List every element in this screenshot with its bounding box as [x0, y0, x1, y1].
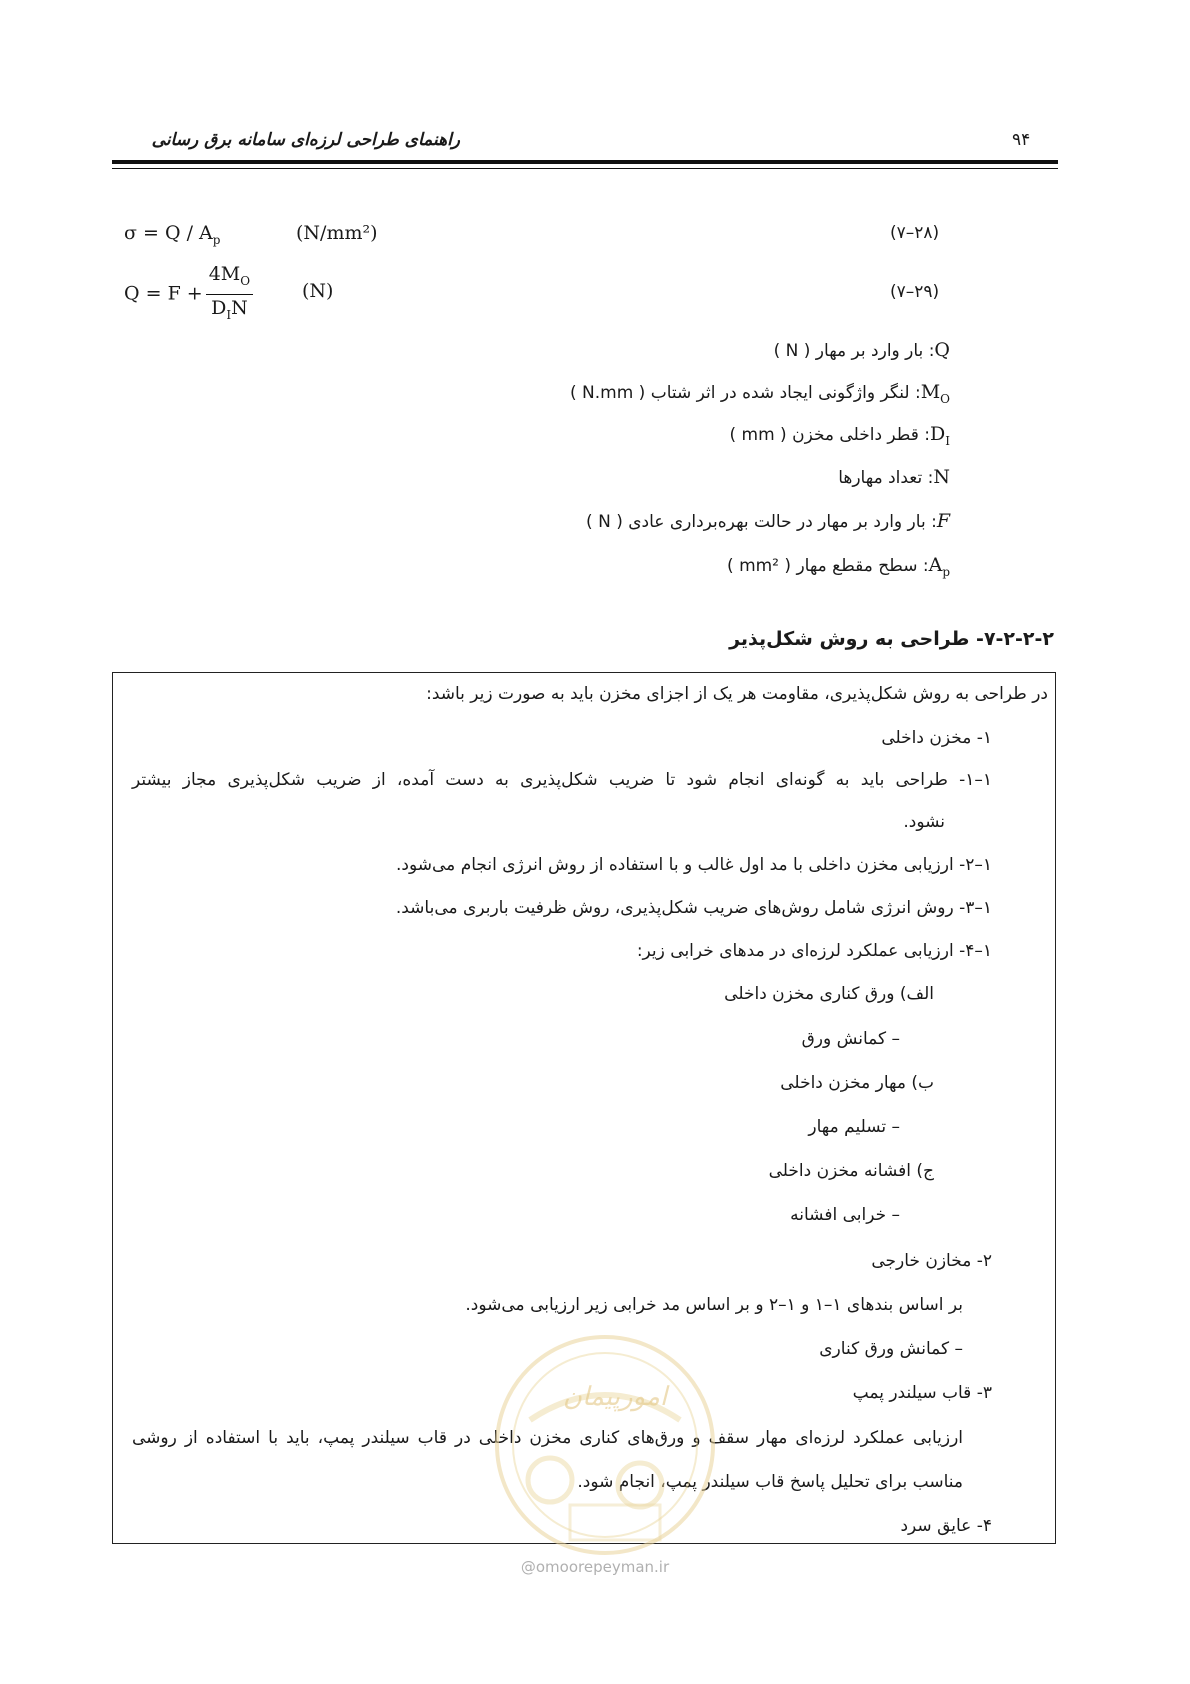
- definition-f: F: بار وارد بر مهار در حالت بهره‌برداری عادی ( N ): [586, 510, 950, 532]
- equation-29-7-number: (۲۹–۷): [890, 282, 940, 302]
- equation-29-7-unit: (N): [302, 280, 334, 302]
- item-3-text-line1: ارزیابی عملکرد لرزه‌ای مهار سقف و ورق‌های کناری مخزن داخلی در قاب سیلندر پمپ، باید با استفاده از روشی: [132, 1428, 963, 1448]
- page-number: ۹۴: [1012, 130, 1031, 150]
- svg-text:امورپیمان: امورپیمان: [562, 1382, 668, 1412]
- definition-q: Q: بار وارد بر مهار ( N ): [773, 339, 950, 361]
- item-1-3: ۱–۳- روش انرژی شامل روش‌های ضریب شکل‌پذیری، روش ظرفیت باربری می‌باشد.: [395, 898, 992, 918]
- item-jim: ج) افشانه مخزن داخلی: [768, 1161, 934, 1181]
- item-3-text-line2: مناسب برای تحلیل پاسخ قاب سیلندر پمپ، انجام شود.: [577, 1472, 963, 1492]
- equation-28-7-unit: (N/mm²): [296, 222, 378, 244]
- header-rule-thick: [112, 160, 1058, 164]
- definition-n: N: تعداد مهارها: [838, 466, 950, 488]
- item-2-text: بر اساس بندهای ۱–۱ و ۱–۲ و بر اساس مد خرابی زیر ارزیابی می‌شود.: [465, 1295, 963, 1315]
- header-rule-thin: [112, 168, 1058, 169]
- item-2: ۲- مخازن خارجی: [871, 1251, 992, 1271]
- definition-di: $D_I$: قطر داخلی مخزن ( mm ): [729, 423, 950, 448]
- item-1-1-line1: ۱–۱- طراحی باید به گونه‌ای انجام شود تا ضریب شکل‌پذیری به دست آمده، از ضریب شکل‌پذیری مجاز بیشتر: [132, 770, 992, 790]
- item-be-1: – تسلیم مهار: [808, 1117, 900, 1137]
- watermark-url: @omoorepeyman.ir: [520, 1558, 670, 1576]
- item-jim-1: – خرابی افشانه: [790, 1205, 900, 1225]
- item-alef: الف) ورق کناری مخزن داخلی: [724, 984, 934, 1004]
- item-4: ۴- عایق سرد: [900, 1516, 992, 1536]
- box-intro: در طراحی به روش شکل‌پذیری، مقاومت هر یک از اجزای مخزن باید به صورت زیر باشد:: [426, 684, 1048, 704]
- item-2-1: – کمانش ورق کناری: [819, 1339, 963, 1359]
- ductile-design-box: [112, 672, 1056, 1544]
- equation-28-7-number: (۲۸–۷): [890, 223, 940, 243]
- definition-ap: $A_p$: سطح مقطع مهار ( mm² ): [727, 554, 950, 579]
- item-1-1-line2: نشود.: [903, 812, 945, 832]
- item-be: ب) مهار مخزن داخلی: [780, 1073, 934, 1093]
- item-1-2: ۱–۲- ارزیابی مخزن داخلی با مد اول غالب و با استفاده از روش انرژی انجام می‌شود.: [396, 855, 992, 875]
- item-3: ۳- قاب سیلندر پمپ: [852, 1383, 992, 1403]
- section-heading: ۷-۲-۲-۲- طراحی به روش شکل‌پذیر: [729, 628, 1054, 650]
- equation-28-7: $\sigma = Q / A_p$: [124, 222, 221, 247]
- definition-mo: $M_O$: لنگر واژگونی ایجاد شده در اثر شتاب ( N.mm ): [569, 381, 950, 406]
- item-1-4: ۱–۴- ارزیابی عملکرد لرزه‌ای در مدهای خرابی زیر:: [636, 941, 992, 961]
- item-1: ۱- مخزن داخلی: [881, 728, 992, 748]
- running-header-title: راهنمای طراحی لرزه‌ای سامانه برق رسانی: [151, 130, 460, 150]
- equation-29-7: Q = F + $\frac{4M_O}{D_IN}$: [124, 262, 256, 327]
- item-alef-1: – کمانش ورق: [801, 1029, 900, 1049]
